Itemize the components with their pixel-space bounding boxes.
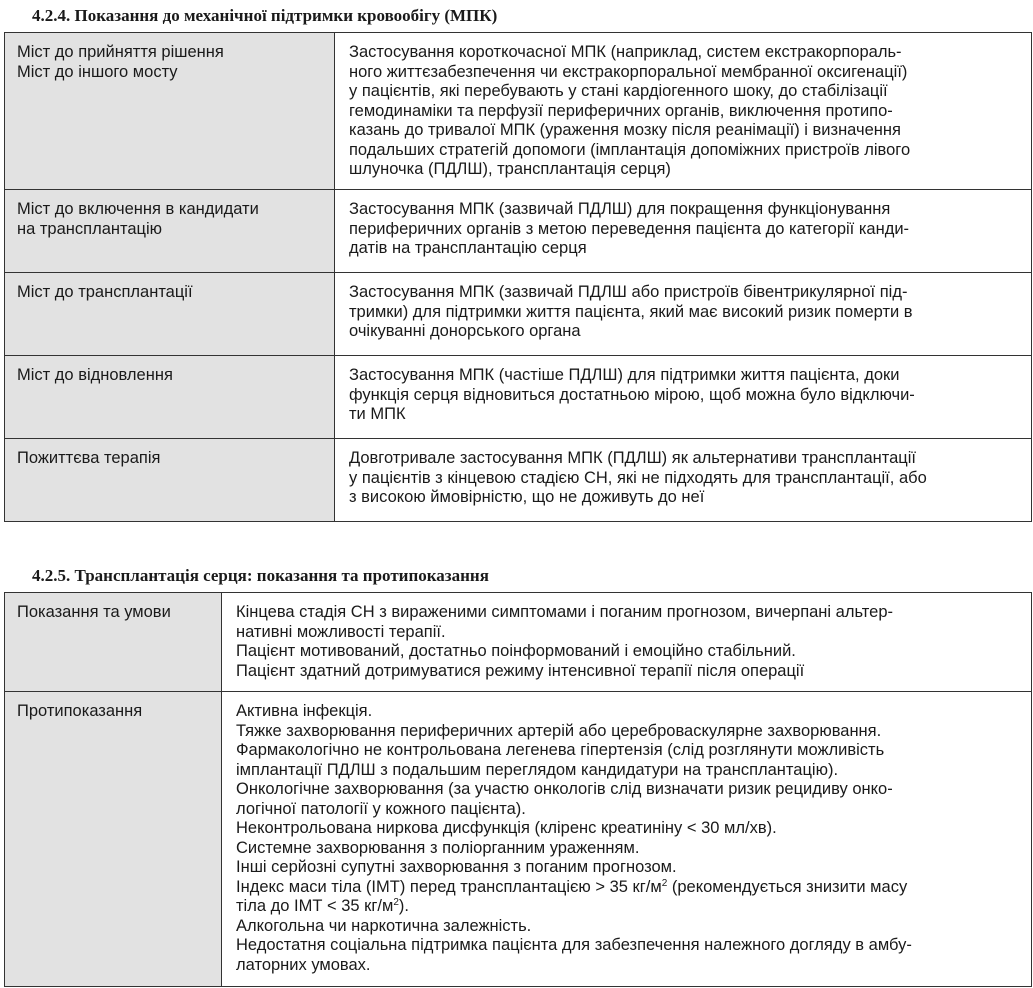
- table-row: [5, 692, 1032, 987]
- desc-line-bmi: [236, 878, 1019, 898]
- desc-line: гемодинаміки та перфузії периферичних органів, виключення протипо-: [349, 101, 893, 120]
- desc-text: ).: [398, 897, 409, 915]
- desc-line: Фармакологічно не контрольована легенева гіпертензія (слід розглянути можливість: [236, 741, 885, 759]
- row-description: [335, 33, 1032, 190]
- desc-line: Пацієнт мотивований, достатньо поінформований і емоційно стабільний.: [236, 642, 796, 660]
- table-row: [5, 273, 1032, 356]
- desc-line: Тяжке захворювання периферичних артерій або цереброваскулярне захворювання.: [236, 721, 882, 740]
- desc-line: Кінцева стадія СН з вираженими симптомами і поганим прогнозом, вичерпані альтер-: [236, 603, 893, 621]
- desc-line: тримки) для підтримки життя пацієнта, який має високий ризик померти в: [349, 302, 913, 321]
- desc-line: ного життєзабезпечення чи екстракорпоральної мембранної оксигенації): [349, 62, 908, 81]
- row-description: [335, 356, 1032, 439]
- desc-line: Застосування МПК (зазвичай ПДЛШ або пристроїв бівентрикулярної під-: [349, 283, 908, 301]
- desc-line: логічної патології у кожного пацієнта).: [236, 799, 526, 818]
- row-description: [222, 692, 1032, 987]
- desc-line: казань до тривалої МПК (ураження мозку після реанімації) і визначення: [349, 121, 901, 139]
- desc-line: у пацієнтів з кінцевою стадією СН, які не підходять для трансплантації, або: [349, 468, 927, 487]
- row-label: [5, 692, 222, 987]
- label-line: Пожиттєва терапія: [17, 449, 161, 467]
- label-line: Міст до іншого мосту: [17, 62, 178, 81]
- desc-line: шлуночка (ПДЛШ), трансплантація серця): [349, 160, 671, 178]
- table-row: [5, 593, 1032, 692]
- desc-text: (рекомендується знизити масу: [667, 877, 908, 896]
- desc-line: Пацієнт здатний дотримуватися режиму інтенсивної терапії після операції: [236, 661, 805, 680]
- desc-line: ти МПК: [349, 405, 406, 423]
- label-line: Міст до включення в кандидати: [17, 200, 259, 218]
- row-label: [5, 33, 335, 190]
- desc-line: Алкогольна чи наркотична залежність.: [236, 916, 532, 935]
- row-label: [5, 190, 335, 273]
- mpk-indications-table: [4, 32, 1032, 522]
- desc-line: датів на трансплантацію серця: [349, 239, 587, 257]
- desc-line: Застосування МПК (частіше ПДЛШ) для підтримки життя пацієнта, доки: [349, 366, 900, 384]
- desc-line: Застосування МПК (зазвичай ПДЛШ) для покращення функціонування: [349, 200, 891, 218]
- row-label: [5, 593, 222, 692]
- row-description: [222, 593, 1032, 692]
- label-line: на трансплантацію: [17, 219, 163, 238]
- desc-line: подальших стратегій допомоги (імплантація допоміжних пристроїв лівого: [349, 140, 911, 159]
- row-description: [335, 190, 1032, 273]
- table-row: [5, 439, 1032, 522]
- row-label: [5, 356, 335, 439]
- desc-line: Інші серйозні супутні захворювання з поганим прогнозом.: [236, 858, 677, 876]
- row-description: [335, 273, 1032, 356]
- table-row: [5, 33, 1032, 190]
- desc-line: Довготривале застосування МПК (ПДЛШ) як альтернативи трансплантації: [349, 449, 916, 467]
- desc-line: імплантації ПДЛШ з подальшим переглядом кандидатури на трансплантацію).: [236, 760, 839, 779]
- heart-transplant-table: [4, 592, 1032, 987]
- desc-line: Недостатня соціальна підтримка пацієнта для забезпечення належного догляду в амбу-: [236, 936, 912, 954]
- table-row: [5, 356, 1032, 439]
- desc-line: Застосування короткочасної МПК (наприклад, систем екстракорпораль-: [349, 43, 902, 61]
- table-row: [5, 190, 1032, 273]
- desc-line: Неконтрольована ниркова дисфункція (кліренс креатиніну < 30 мл/хв).: [236, 819, 777, 837]
- desc-line-bmi-target: [236, 897, 1019, 917]
- desc-line: у пацієнтів, які перебувають у стані кардіогенного шоку, до стабілізації: [349, 82, 888, 100]
- label-line: Міст до відновлення: [17, 366, 173, 384]
- label-line: Показання та умови: [17, 603, 171, 621]
- desc-line: Активна інфекція.: [236, 702, 373, 720]
- desc-line: латорних умовах.: [236, 955, 371, 974]
- desc-line: з високою ймовірністю, що не доживуть до неї: [349, 488, 705, 506]
- label-line: Протипоказання: [17, 702, 143, 720]
- section-title-mpk-indications: 4.2.4. Показання до механічної підтримки кровообігу (МПК): [32, 6, 498, 25]
- desc-line: Онкологічне захворювання (за участю онкологів слід визначати ризик рецидиву онко-: [236, 780, 893, 798]
- section-title-heart-transplant: 4.2.5. Трансплантація серця: показання та протипоказання: [32, 566, 489, 585]
- desc-text: тіла до ІМТ < 35 кг/м: [236, 897, 394, 915]
- row-label: [5, 273, 335, 356]
- label-line: Міст до трансплантації: [17, 283, 193, 301]
- row-description: [335, 439, 1032, 522]
- desc-line: функція серця відновиться достатньою мірою, щоб можна було відключи-: [349, 385, 915, 404]
- superscript: 2: [661, 877, 668, 889]
- label-line: Міст до прийняття рішення: [17, 43, 224, 61]
- desc-line: Системне захворювання з поліорганним ураженням.: [236, 838, 640, 857]
- row-label: [5, 439, 335, 522]
- desc-line: периферичних органів з метою переведення пацієнта до категорії канди-: [349, 219, 910, 238]
- superscript: 2: [393, 897, 399, 908]
- desc-text: Індекс маси тіла (ІМТ) перед трансплантацією > 35 кг/м: [236, 877, 662, 896]
- desc-line: очікуванні донорського органа: [349, 322, 581, 340]
- desc-line: нативні можливості терапії.: [236, 622, 446, 641]
